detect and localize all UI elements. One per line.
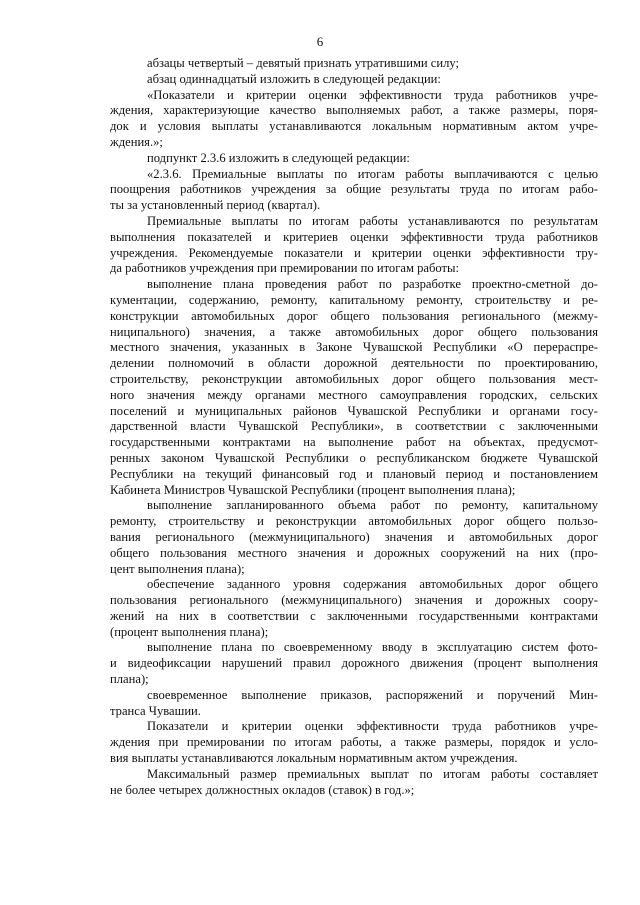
text-line: вания регионального (межмуниципального) значения и автомобильных дорог [110, 529, 598, 544]
text-line: выполнение плана по своевременному вводу в эксплуатацию систем фото- [147, 640, 598, 655]
text-line: Максимальный размер премиальных выплат по итогам работы составляет [147, 766, 598, 781]
text-line: «Показатели и критерии оценки эффективности труда работников учре- [147, 87, 598, 102]
text-line: жений на них в соответствии с заключенными государственными контрактами [110, 608, 598, 623]
text-line: поощрения работников учреждения за общие результаты труда по итогам рабо- [110, 182, 598, 197]
text-line: ного значения между органами местного самоуправления городских, сельских [110, 387, 598, 402]
text-line: общего пользования местного значения и дорожных сооружений на них (про- [110, 545, 598, 560]
text-line: местного значения, указанных в Законе Чувашской Республики «О перераспре- [110, 340, 598, 355]
text-line: учреждения. Рекомендуемые показатели и критерии оценки эффективности тру- [110, 245, 598, 260]
text-line: да работников учреждения при премировании по итогам работы: [110, 261, 459, 276]
text-line: своевременное выполнение приказов, распоряжений и поручений Мин- [147, 687, 598, 702]
text-line: цент выполнения плана); [110, 561, 245, 576]
text-line: вия выплаты устанавливаются локальным нормативным актом учреждения. [110, 751, 518, 766]
text-line: выполнения показателей и критериев оценки эффективности труда работников [110, 229, 598, 244]
text-line: делении полномочий в области дорожной деятельности по проектированию, [110, 356, 598, 371]
text-line: абзацы четвертый – девятый признать утратившими силу; [147, 56, 460, 70]
document-body [110, 56, 598, 798]
text-line: конструкции автомобильных дорог общего пользования регионального (межму- [110, 308, 598, 323]
text-line: подпункт 2.3.6 изложить в следующей редакции: [147, 150, 410, 165]
text-line: и видеофиксации нарушений правил дорожного движения (процент выполнения [110, 656, 598, 671]
text-line: транса Чувашии. [110, 703, 201, 718]
page-number: 6 [316, 34, 324, 49]
text-line: ждения при премировании по итогам работы, а также размеры, порядок и усло- [110, 735, 598, 750]
text-line: ниципального) значения, а также автомобильных дорог общего пользования [110, 324, 598, 339]
text-line: выполнение запланированного объема работ по ремонту, капитальному [147, 498, 598, 513]
text-line: дарственной власти Чувашской Республики», в соответствии с заключенными [110, 419, 598, 434]
text-line: обеспечение заданного уровня содержания автомобильных дорог общего [147, 577, 598, 592]
text-line: пользования регионального (межмуниципального) значения и дорожных соору- [110, 593, 598, 608]
text-line: Премиальные выплаты по итогам работы устанавливаются по результатам [147, 213, 598, 228]
text-line: ремонту, строительству и реконструкции автомобильных дорог общего пользо- [110, 514, 598, 529]
text-line: поселений и муниципальных районов Чувашской Республики и органами госу- [110, 403, 598, 418]
text-line: строительству, реконструкции автомобильных дорог общего пользования мест- [110, 371, 598, 386]
text-line: (процент выполнения плана); [110, 624, 269, 639]
text-line: выполнение плана проведения работ по разработке проектно-сметной до- [147, 277, 598, 292]
text-line: государственными контрактами на выполнение работ на объектах, предусмот- [110, 435, 598, 450]
text-line: плана); [110, 672, 149, 687]
text-line: Республики на текущий финансовый год и плановый период и постановлением [110, 466, 598, 481]
text-line: «2.3.6. Премиальные выплаты по итогам работы выплачиваются с целью [147, 166, 598, 181]
text-line: ренных законом Чувашской Республики о республиканском бюджете Чувашской [110, 450, 598, 465]
text-line: Кабинета Министров Чувашской Республики (процент выполнения плана); [110, 482, 516, 497]
text-line: Показатели и критерии оценки эффективности труда работников учре- [147, 719, 598, 734]
text-line: не более четырех должностных окладов (ставок) в год.»; [110, 782, 415, 797]
text-line: ждения, характеризующие качество выполняемых работ, а также размеры, поря- [110, 103, 598, 118]
text-line: ты за установленный период (квартал). [110, 198, 321, 213]
text-line: абзац одиннадцатый изложить в следующей редакции: [147, 71, 441, 86]
text-line: док и условия выплаты устанавливаются локальным нормативным актом учре- [110, 119, 598, 134]
text-line: кументации, содержанию, ремонту, капитальному ремонту, строительству и ре- [110, 292, 598, 307]
text-line: ждения.»; [110, 134, 163, 149]
